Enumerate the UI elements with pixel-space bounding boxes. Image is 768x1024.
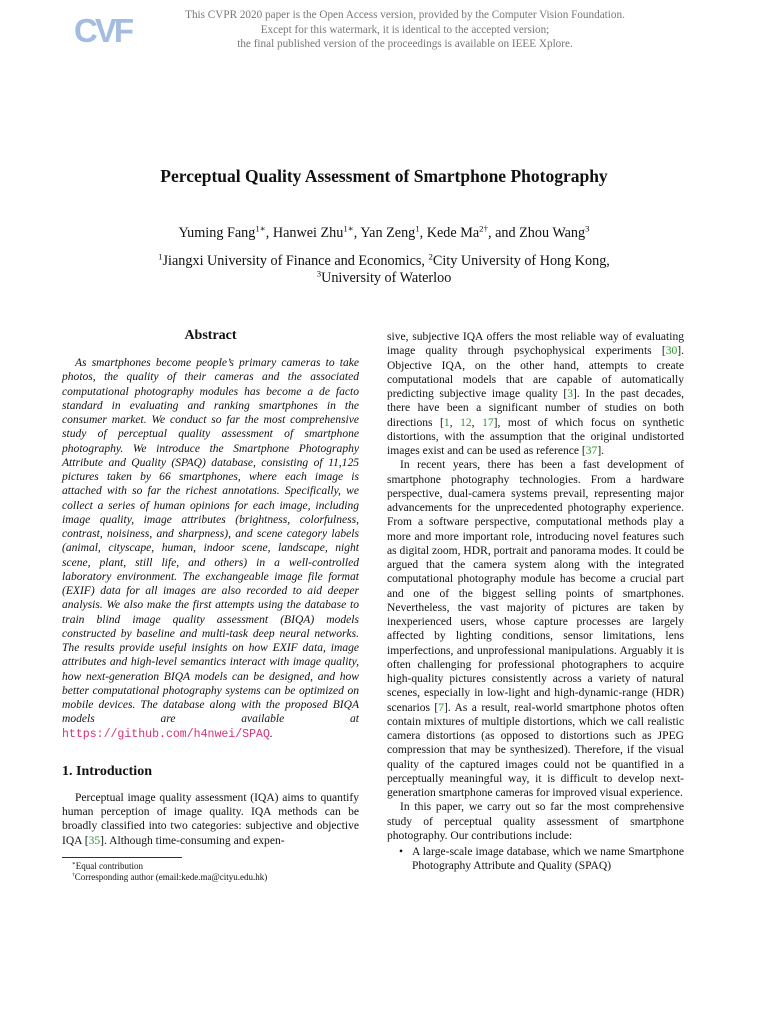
affiliation: City University of Hong Kong, xyxy=(432,253,610,269)
citation-link[interactable]: 35 xyxy=(88,834,101,847)
left-column xyxy=(62,327,359,883)
affiliation: Jiangxi University of Finance and Economics, xyxy=(162,253,429,269)
author-affil-mark: 1∗ xyxy=(255,223,266,234)
citation-link[interactable]: 3 xyxy=(567,388,574,400)
watermark xyxy=(150,8,660,52)
cvf-logo xyxy=(74,11,134,47)
footnote-divider xyxy=(62,857,182,858)
affiliation: University of Waterloo xyxy=(321,269,452,286)
section-heading: 1. Introduction xyxy=(62,763,152,779)
author-name: Kede Ma xyxy=(426,225,480,241)
citation-link[interactable]: 17 xyxy=(482,416,494,429)
author-affil-mark: 1∗ xyxy=(343,223,354,234)
author-name: Yan Zeng xyxy=(360,225,416,241)
author-affil-mark: 3 xyxy=(585,223,590,234)
watermark-line: the final published version of the proceedings is available on IEEE Xplore. xyxy=(237,38,573,51)
author-list: Yuming Fang$^{1∗}$, Hanwei Zhu$^{1∗}$, Yan Zeng$^1$, Kede $Ma^{2\dagger}$, and Zhou Wang$^3$ xyxy=(178,223,590,241)
paragraph: sive, subjective IQA offers the most reliable way of evaluating image quality through psychophysical experiments [30]. Objective IQA, on the other hand, attempts to create computational models that are capable of automatically predicting subjective image quality [3]. In the past decades, there have been a significant number of studies on both directions [1, 12, 17], most of which focus on synthetic distortions, with the assumption that the original undistorted images exist and can be used as reference [37]. xyxy=(387,331,685,457)
footnote: †Corresponding author (email:kede.ma@cityu.edu.hk) xyxy=(72,871,268,882)
right-column xyxy=(387,330,684,874)
contribution-bullet xyxy=(387,845,684,874)
footnote: ∗Equal contribution xyxy=(72,860,144,871)
watermark-line: This CVPR 2020 paper is the Open Access version, provided by the Computer Vision Foundation. xyxy=(185,9,625,21)
cvf-logo-text: CVF xyxy=(74,12,131,47)
bullet-text: A large-scale image database, which we name Smartphone Photography Attribute and Quality (SPAQ) xyxy=(412,846,684,873)
citation-link[interactable]: 7 xyxy=(438,701,445,714)
paper-title: Perceptual Quality Assessment of Smartphone Photography xyxy=(160,166,608,186)
bullet-dot: • xyxy=(399,846,404,858)
paragraph: In this paper, we carry out so far the most comprehensive study of perceptual quality assessment of smartphone photography. Our contributions include: xyxy=(387,801,684,842)
abstract-heading: Abstract xyxy=(184,328,237,343)
paragraph: Perceptual image quality assessment (IQA) aims to quantify human perception of image quality. IQA methods can be broadly classified into two categories: subjective and objective IQA [35]. Although time-consuming and expen- xyxy=(62,791,359,847)
author-affil-mark: 1 xyxy=(415,223,420,234)
abstract-text: As smartphones become people’s primary cameras to take photos, the quality of their cameras and the associated computational photography modules has become a de facto standard in evaluating and ranking smartphones in the consumer market. We conduct so far the most comprehensive study of perceptual quality assessment of smartphone photography. We introduce the Smartphone Photography Attribute and Quality (SPAQ) database, consisting of 11,125 pictures taken by 66 smartphones, where each image is attached with so far the richest annotations. Specifically, we collect a series of human opinions for each image, including image quality, image attributes (brightness, colorfulness, contrast, noisiness, and sharpness), and scene category labels (animal, cityscape, human, indoor scene, landscape, night scene, plant, still life, and others) in a well-controlled laboratory environment. The exchangeable image file format (EXIF) data for all images are also recorded to aid deeper analysis. We also make the first attempts using the database to train blind image quality assessment (BIQA) models constructed by baseline and multi-task deep neural networks. The results provide useful insights on how EXIF data, image attributes and high-level semantics interact with image quality, how next-generation BIQA models can be designed, and how better computational photography systems can be optimized on mobile devices. The database along with the proposed BIQA models are available at https://github.com/h4nwei/SPAQ. xyxy=(62,357,359,741)
citation-link[interactable]: 37 xyxy=(585,445,598,457)
citation-link[interactable]: 30 xyxy=(665,345,678,358)
author-name: Zhou Wang xyxy=(519,225,586,241)
author-name: Yuming Fang xyxy=(178,225,256,241)
code-link[interactable]: https://github.com/h4nwei/SPAQ xyxy=(62,727,270,741)
citation-link[interactable]: 12 xyxy=(460,416,472,429)
paragraph: In recent years, there has been a fast development of smartphone photography technologies. From a hardware perspective, dual-camera systems prevail, representing major advancements for the unprecedented photography experience. From a software perspective, computational methods play a more and more important role, introducing novel features such as digital zoom, HDR, portrait and panorama modes. It could be argued that the camera system along with the integrated computational photography module has become a crucial part and one of the biggest selling points of smartphones. Nevertheless, the vast majority of pictures are taken by inexperienced users, whose capture processes are largely affected by lighting conditions, sensor limitations, lens imperfections, and unprofessional manipulations. Arguably it is often challenging for professional photographers to acquire high-quality pictures consistently across a variety of natural scenes, especially in low-light and high-dynamic-range (HDR) scenarios [7]. As a result, real-world smartphone photos often contain mixtures of multiple distortions, which we call realistic camera distortions (as opposed to distortions such as JPEG compression that may be synthesized). Therefore, if the visual quality of the captured images could not be quantified in a perceptually meaningful way, it is difficult to develop next-generation smartphone cameras for improved visual experience. xyxy=(387,459,685,799)
citation-link[interactable]: 1 xyxy=(443,416,450,429)
affiliations: $^1$Jiangxi University of Finance and Economics, $^2$City University of Hong Kong, $^3$University of Waterloo xyxy=(158,251,610,286)
watermark-line: Except for this watermark, it is identical to the accepted version; xyxy=(260,23,550,36)
author-name: Hanwei Zhu xyxy=(272,225,344,241)
author-affil-mark: 2† xyxy=(479,223,488,234)
